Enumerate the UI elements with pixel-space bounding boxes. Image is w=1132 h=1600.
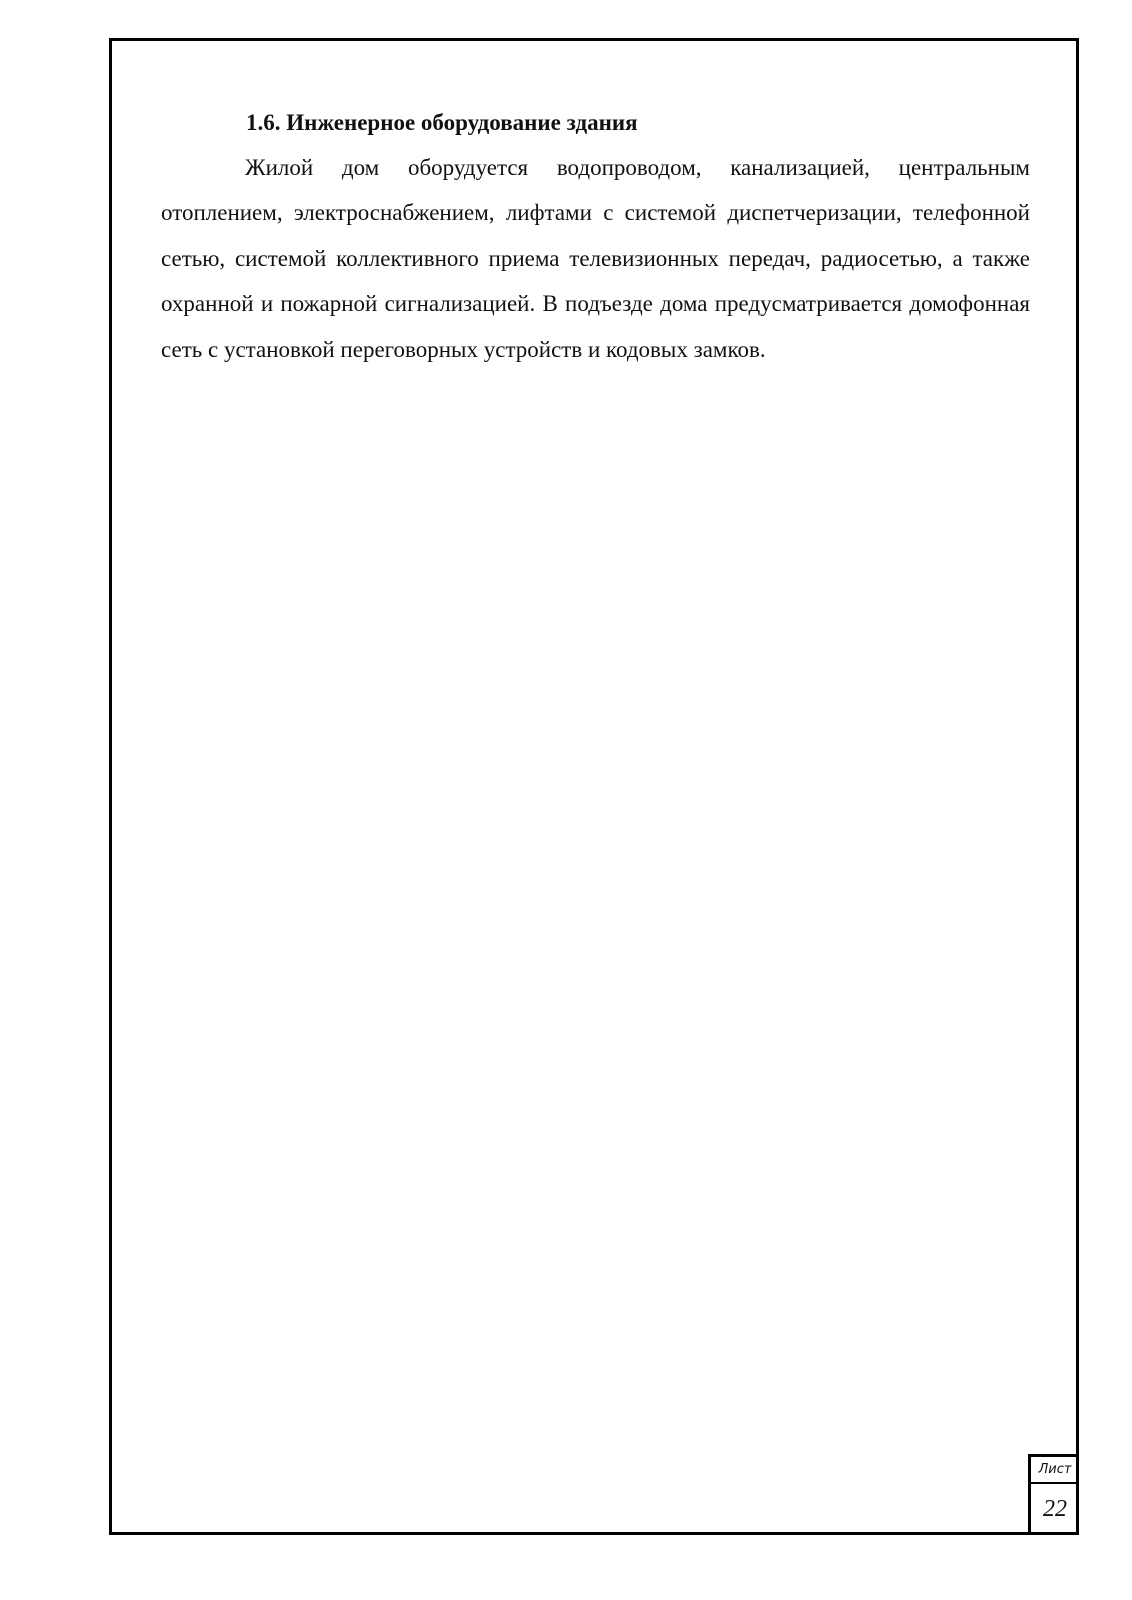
sheet-label: Лист <box>1031 1457 1079 1484</box>
section-heading: 1.6. Инженерное оборудование здания <box>246 110 638 135</box>
title-block-sheet <box>1028 1454 1079 1535</box>
sheet-number: 22 <box>1043 1495 1067 1522</box>
section-paragraph: Жилой дом оборудуется водопроводом, канализацией, центральным отоплением, электроснабжением, лифтами с системой диспетчеризации, телефонной сетью, системой коллективного приема телевизионных передач, радиосетью, а также охранной и пожарной сигнализацией. В подъезде дома предусматривается домофонная сеть с установкой переговорных устройств и кодовых замков. <box>161 155 1030 362</box>
